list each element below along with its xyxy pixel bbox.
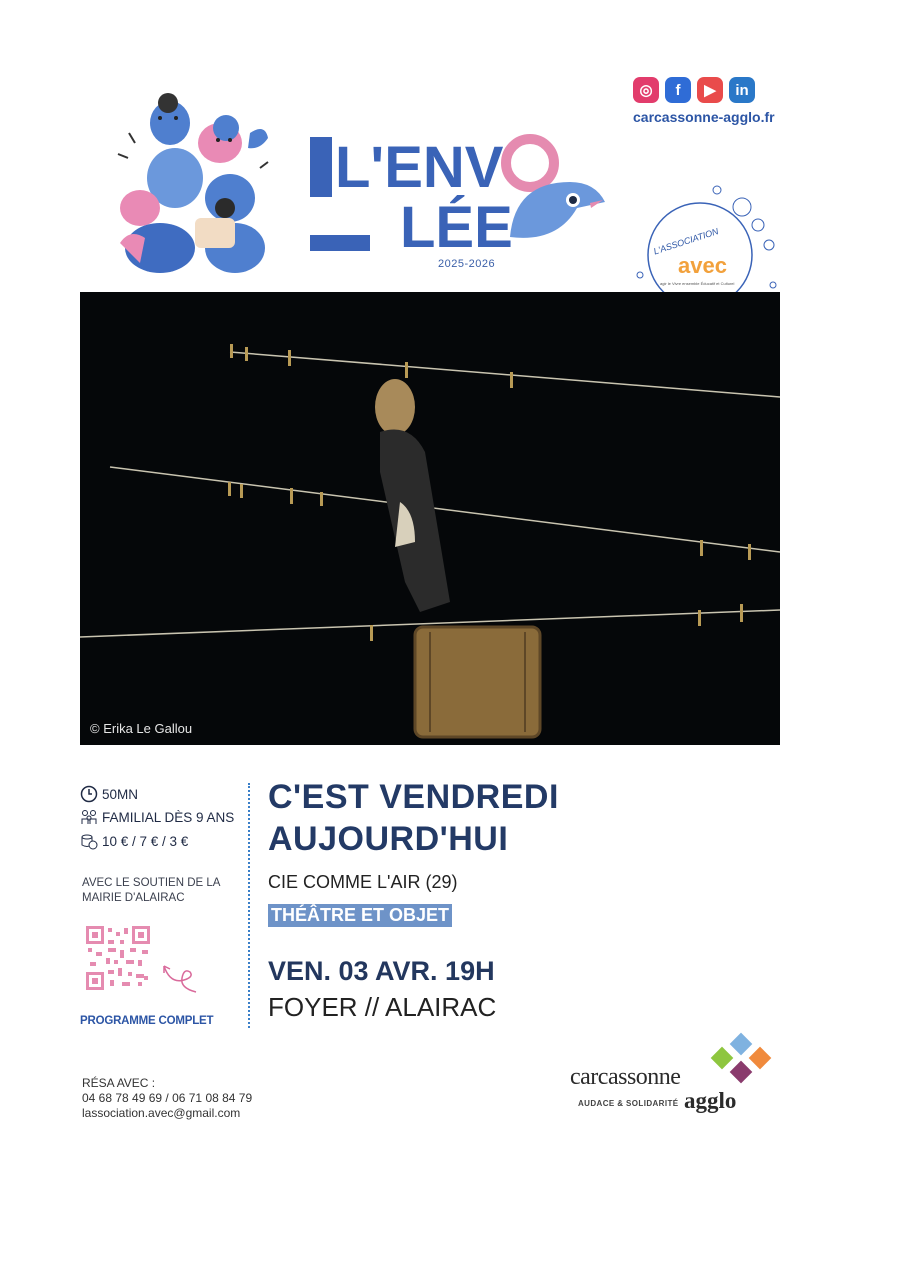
show-title-line1: C'EST VENDREDI — [268, 778, 559, 816]
facebook-icon[interactable]: f — [665, 77, 691, 103]
performer-image — [80, 292, 780, 745]
duration-row — [80, 785, 138, 803]
audience-text: FAMILIAL DÈS 9 ANS — [102, 809, 235, 825]
column-divider — [248, 783, 250, 1028]
clock-icon — [80, 785, 98, 803]
association-label: L'ASSOCIATION — [652, 226, 720, 257]
wordmark-line2: LÉE — [400, 195, 513, 260]
agglo-name: carcassonne — [570, 1064, 681, 1090]
instagram-icon[interactable]: ◎ — [633, 77, 659, 103]
price-row — [80, 832, 188, 850]
reservation-label: RÉSA AVEC : — [82, 1076, 156, 1090]
genre-badge: THÉÂTRE ET OBJET — [268, 904, 452, 927]
show-title-line2: AUJOURD'HUI — [268, 820, 509, 858]
show-photo — [80, 292, 780, 745]
price-text: 10 € / 7 € / 3 € — [102, 833, 189, 849]
show-venue: FOYER // ALAIRAC — [268, 992, 497, 1022]
curved-arrow-icon — [160, 962, 204, 994]
photo-credit: © Erika Le Gallou — [90, 721, 193, 736]
festival-wordmark — [305, 125, 605, 275]
agglo-tagline: AUDACE & SOLIDARITÉ — [578, 1099, 679, 1108]
illustration-figures — [118, 93, 268, 273]
linkedin-icon[interactable]: in — [729, 77, 755, 103]
duration-text: 50MN — [102, 786, 139, 802]
program-link[interactable]: PROGRAMME COMPLET — [80, 1015, 214, 1027]
support-note: AVEC LE SOUTIEN DE LA MAIRIE D'ALAIRAC — [82, 877, 220, 904]
coins-icon — [80, 832, 98, 850]
show-date: VEN. 03 AVR. 19H — [268, 956, 495, 986]
website-link[interactable]: carcassonne-agglo.fr — [633, 109, 775, 125]
wordmark-line1: L'ENV — [335, 135, 504, 200]
reservation-email[interactable]: lassociation.avec@gmail.com — [82, 1106, 241, 1120]
social-links — [633, 77, 755, 103]
season-label: 2025-2026 — [438, 258, 496, 270]
audience-row — [80, 808, 234, 826]
association-tagline: agir le Vivre ensemble Éducatif et Culturel — [660, 281, 735, 286]
association-name: avec — [678, 253, 727, 278]
agglo-word: agglo — [684, 1088, 737, 1113]
reservation-phones[interactable]: 04 68 78 49 69 / 06 71 08 84 79 — [82, 1091, 253, 1105]
family-icon — [80, 808, 98, 826]
show-title — [268, 776, 559, 860]
festival-illustration — [100, 88, 280, 278]
reservation-info — [82, 1076, 252, 1121]
qr-code[interactable] — [86, 926, 150, 990]
youtube-icon[interactable]: ▶ — [697, 77, 723, 103]
company-name: CIE COMME L'AIR (29) — [268, 872, 458, 892]
